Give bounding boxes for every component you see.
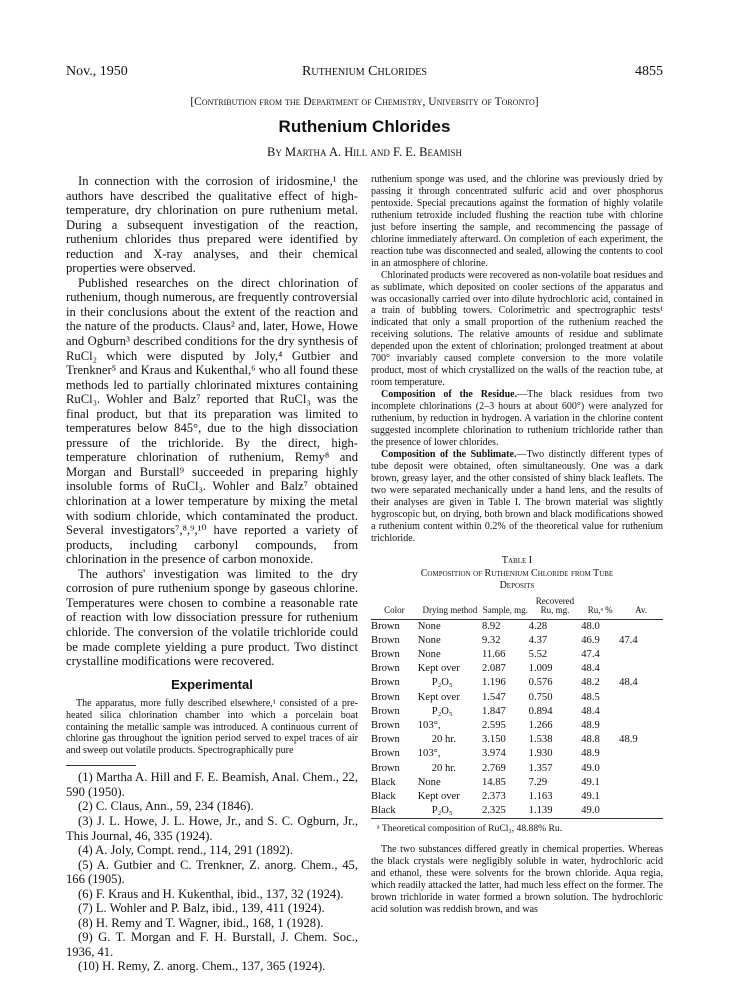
intro-paragraph-2: Published researches on the direct chlorination of ruthenium, though numerous, are frequently controversial in their conclusions about the extent of the reaction and the nature of the products. Claus² and, later, Howe, Howe and Ogburn³ described conditions for the dry synthesis of RuCl₂ which were disputed by Joly,⁴ Gutbier and Trenkner⁵ and Kraus and Kukenthal,⁶ who all found these methods led to partially chlorinated mixtures containing RuCl₃. Wohler and Balz⁷ reported that RuCl₃ was the final product, but that its preparation was limited to temperatures below 845°, due to the high dissociation pressure of the trichloride. By the direct, high-temperature chlorination of ruthenium, Remy⁸ and Morgan and Burstall⁹ succeeded in preparing highly insoluble forms of RuCl₃. Wohler and Balz⁷ obtained chlorination at a lower temperature by mixing the metal with sodium chloride, which contaminated the product. Several investigators⁷,⁸,⁹,¹⁰ have reported a variety of products, including carbonyl compounds, from chlorination in the presence of carbon monoxide. <box>66 275 358 567</box>
table-body <box>371 619 663 819</box>
method-paragraph-1: ruthenium sponge was used, and the chlorine was previously dried by passing it through concentrated sulfuric acid and over phosphorus pentoxide. Special precautions against the formation of highly volatile ruthenium tetroxide included flushing the reaction tube with chlorine just before inserting the sample, and recommencing the passage of chlorine immediately afterward. On completion of each experiment, the reaction tube was disconnected and sealed, allowing the contents to cool in an atmosphere of chlorine. <box>371 174 663 269</box>
table-row <box>371 662 663 676</box>
intro-paragraph-3: The authors' investigation was limited to the dry corrosion of pure ruthenium sponge by gaseous chlorine. Temperatures were chosen to combine a reasonable rate of reaction with low dissociation pressure for ruthenium chloride. The conversion of the volatile trichloride could be made complete yielding a pure product. Two distinct crystalline modifications were recovered. <box>66 566 358 669</box>
table-cell: Kept over <box>417 691 460 703</box>
table-cell <box>619 705 663 719</box>
table-row <box>371 691 663 705</box>
header-date: Nov., 1950 <box>66 64 128 79</box>
table-row <box>371 776 663 790</box>
table-cell: Brown <box>371 719 400 731</box>
table-cell: Brown <box>371 734 400 746</box>
table-cell: 1.547 <box>481 691 506 703</box>
table-cell: 1.139 <box>528 805 553 817</box>
table-cell: 4.37 <box>528 634 548 646</box>
table-cell: Brown <box>371 762 400 774</box>
table-cell: 1.930 <box>528 748 553 760</box>
footnote: (4) A. Joly, Compt. rend., 114, 291 (1892). <box>78 843 293 858</box>
table-cell <box>619 790 663 804</box>
table-cell: 20 hr. <box>431 734 456 746</box>
footnote: (9) G. T. Morgan and F. H. Burstall, J. Chem. Soc., 1936, 41. <box>66 930 358 959</box>
table-cell: P₂O₅ <box>431 805 453 817</box>
table-cell <box>619 762 663 776</box>
table-cell: Brown <box>371 648 400 660</box>
table-cell: 48.5 <box>581 691 600 703</box>
table-cell: 47.4 <box>619 634 638 646</box>
table-cell: 1.163 <box>528 790 553 802</box>
intro-paragraph-1: In connection with the corrosion of iridosmine,¹ the authors have described the qualitative effect of high-temperature, dry chlorination on pure ruthenium metal. During a subsequent investigation of the reaction, ruthenium chlorides thus prepared were identified by reduction and X-ray analyses, and their chemical properties were observed. <box>66 174 358 276</box>
table-cell: Brown <box>371 663 400 675</box>
page-number: 4855 <box>635 64 663 79</box>
table-row <box>371 790 663 804</box>
table-row <box>371 747 663 761</box>
table-row <box>371 733 663 747</box>
table-cell: Brown <box>371 634 400 646</box>
sublimate-paragraph <box>371 449 663 545</box>
table-cell: None <box>417 648 441 660</box>
running-header <box>66 64 663 82</box>
contribution-line: [Contribution from the Department of Chemistry, University of Toronto] <box>190 96 539 108</box>
table-caption: Table I <box>501 554 533 566</box>
footnotes <box>66 770 358 974</box>
table-cell: 7.29 <box>528 776 548 788</box>
table-row <box>371 705 663 719</box>
composition-table <box>371 595 663 820</box>
table-footnote: ᵃ Theoretical composition of RuCl₃, 48.88% Ru. <box>377 823 563 835</box>
table-cell: None <box>417 634 441 646</box>
table-cell <box>619 719 663 733</box>
table-cell: 47.4 <box>581 648 600 660</box>
table-cell: 3.150 <box>481 734 506 746</box>
table-cell: 48.4 <box>619 677 638 689</box>
table-row <box>371 619 663 634</box>
table-cell <box>619 804 663 819</box>
table-cell: 2.769 <box>481 762 506 774</box>
table-cell: 48.2 <box>581 677 600 689</box>
column-header: Drying method <box>418 595 482 620</box>
table-cell: 49.1 <box>581 790 600 802</box>
table-cell: Brown <box>371 691 400 703</box>
footnote: (3) J. L. Howe, J. L. Howe, Jr., and S. C. Ogburn, Jr., This Journal, 46, 335 (1924). <box>66 814 358 843</box>
table-cell: 1.009 <box>528 663 553 675</box>
table-cell: Brown <box>371 705 400 717</box>
table-cell: None <box>417 776 441 788</box>
table-cell <box>619 648 663 662</box>
column-header: Recovered Ru, mg. <box>529 595 582 620</box>
left-column <box>66 174 358 974</box>
table-cell: Black <box>371 776 396 788</box>
table-cell: 1.538 <box>528 734 553 746</box>
table-cell <box>619 691 663 705</box>
byline: By Martha A. Hill and F. E. Beamish <box>267 145 462 159</box>
table-cell: 1.266 <box>528 719 553 731</box>
table-header-row <box>371 595 663 620</box>
table-title-line-1: Composition of Ruthenium Chloride from Tube <box>420 567 614 579</box>
residue-heading: Composition of the Residue. <box>381 389 518 401</box>
table-cell: 0.576 <box>528 677 553 689</box>
table-cell: 48.4 <box>581 705 600 717</box>
column-header: Sample, mg. <box>482 595 529 620</box>
table-cell: 20 hr. <box>431 762 456 774</box>
table-cell: 5.52 <box>528 648 548 660</box>
table-cell: 48.0 <box>581 620 600 632</box>
table-cell: Brown <box>371 748 400 760</box>
table-cell: 0.750 <box>528 691 553 703</box>
footnote: (2) C. Claus, Ann., 59, 234 (1846). <box>78 799 254 814</box>
table-cell: 103°, <box>417 719 441 731</box>
column-header: Color <box>371 595 418 620</box>
article-title: Ruthenium Chlorides <box>278 117 451 136</box>
table-cell <box>619 662 663 676</box>
table-cell: 48.9 <box>619 734 638 746</box>
footnote: (5) A. Gutbier and C. Trenkner, Z. anorg. Chem., 45, 166 (1905). <box>66 857 358 887</box>
column-header: Ru,ᵃ % <box>581 595 619 620</box>
right-column <box>371 174 663 916</box>
footnote: (1) Martha A. Hill and F. E. Beamish, Anal. Chem., 22, 590 (1950). <box>66 770 358 799</box>
table-row <box>371 648 663 662</box>
table-cell: 48.9 <box>581 748 600 760</box>
table-cell: Kept over <box>417 663 460 675</box>
properties-paragraph: The two substances differed greatly in chemical properties. Whereas the black crystals were negligibly soluble in water, hydrochloric acid and ethanol, these were solvents for the brown chloride. Aqua regia, which readily attacked the latter, had much less effect on the former. The brown trichloride in water formed a brown solution. The hydrochloric acid solution was reddish brown, and was <box>371 844 663 916</box>
table-cell: 1.196 <box>481 677 506 689</box>
table-cell: Brown <box>371 620 400 632</box>
method-paragraph-2: Chlorinated products were recovered as non-volatile boat residues and as sublimate, which deposited on cooler sections of the apparatus and was occasionally carried over into dilute hydrochloric acid, contained in a train of bubbling towers. Colorimetric and spectrographic tests¹ indicated that only a small proportion of the ruthenium reached the receiving solutions. The relative amounts of residue and sublimate depended upon the extent of chlorination; prolonged treatment at about 700° invariably caused complete conversion to the more volatile product, most of which crystallized on the walls of the reaction tube, at room temperature. <box>371 269 663 389</box>
table-cell: Black <box>371 805 396 817</box>
sublimate-text: —Two distinctly different types of tube deposit were obtained, often simultaneously. One was a dark brown, greasy layer, and the other consisted of shiny black leaflets. The two were separated mechanically under a hand lens, and the results of their analyses are given in Table I. The brown material was slightly hygroscopic but, on drying, both brown and black modifications showed a ruthenium content within 0.2% of the theoretical value for ruthenium trichloride. <box>371 448 663 544</box>
table-cell: 1.357 <box>528 762 553 774</box>
footnote: (10) H. Remy, Z. anorg. Chem., 137, 365 (1924). <box>78 959 326 974</box>
table-row <box>371 634 663 648</box>
experimental-paragraph: The apparatus, more fully described elsewhere,¹ consisted of a pre-heated silica chlorination chamber into which a porcelain boat containing the metallic sample was introduced. A continuous current of chlorine gas throughout the ignition period served to expel traces of air and sweep out volatile products. Spectrographically pure <box>66 697 358 757</box>
table-row <box>371 719 663 733</box>
table-cell: 0.894 <box>528 705 553 717</box>
table-cell: P₂O₅ <box>431 677 453 689</box>
table-cell: 49.0 <box>581 762 600 774</box>
table-cell: Black <box>371 790 396 802</box>
footnote: (7) L. Wohler and P. Balz, ibid., 139, 411 (1924). <box>78 901 325 916</box>
residue-paragraph <box>371 389 663 449</box>
sublimate-heading: Composition of the Sublimate. <box>381 448 517 460</box>
table-cell: 8.92 <box>481 620 501 632</box>
table-cell: P₂O₅ <box>431 705 453 717</box>
table-cell: 14.85 <box>481 776 506 788</box>
table-cell: 46.9 <box>581 634 600 646</box>
table-cell: 9.32 <box>481 634 501 646</box>
table-cell: 49.0 <box>581 805 600 817</box>
table-cell: 48.8 <box>581 734 600 746</box>
table-cell: 48.9 <box>581 719 600 731</box>
table-cell: 2.595 <box>481 719 506 731</box>
table-cell: 11.66 <box>481 648 506 660</box>
table-cell <box>619 619 663 634</box>
table-cell: None <box>417 620 441 632</box>
table-cell: 48.4 <box>581 663 600 675</box>
table-cell: 1.847 <box>481 705 506 717</box>
table-cell: 49.1 <box>581 776 600 788</box>
table-cell: Kept over <box>417 790 460 802</box>
table-cell: 103°, <box>417 748 441 760</box>
residue-text: —The black residues from two incomplete chlorinations (2–3 hours at about 600°) were analyzed for ruthenium, by reduction in hydrogen. A variation in the chlorine content suggested incomplete chlorination to ruthenium trichloride rather than the presence of lower chlorides. <box>371 389 663 448</box>
section-heading-experimental: Experimental <box>171 676 253 692</box>
table-title-line-2: Deposits <box>499 579 535 591</box>
table-row <box>371 762 663 776</box>
table-cell: 2.087 <box>481 663 506 675</box>
header-title: Ruthenium Chlorides <box>302 64 427 79</box>
footnote-rule <box>66 765 136 766</box>
table-row <box>371 676 663 690</box>
footnote: (8) H. Remy and T. Wagner, ibid., 168, 1 (1928). <box>78 915 324 930</box>
table-cell: 4.28 <box>528 620 548 632</box>
table-cell: 3.974 <box>481 748 506 760</box>
table-cell <box>619 776 663 790</box>
table-cell: Brown <box>371 677 400 689</box>
table-cell <box>619 747 663 761</box>
table-cell: 2.373 <box>481 790 506 802</box>
column-header: Av. <box>619 595 663 620</box>
table-cell: 2.325 <box>481 805 506 817</box>
footnote: (6) F. Kraus and H. Kukenthal, ibid., 137, 32 (1924). <box>78 886 344 901</box>
table-row <box>371 804 663 819</box>
